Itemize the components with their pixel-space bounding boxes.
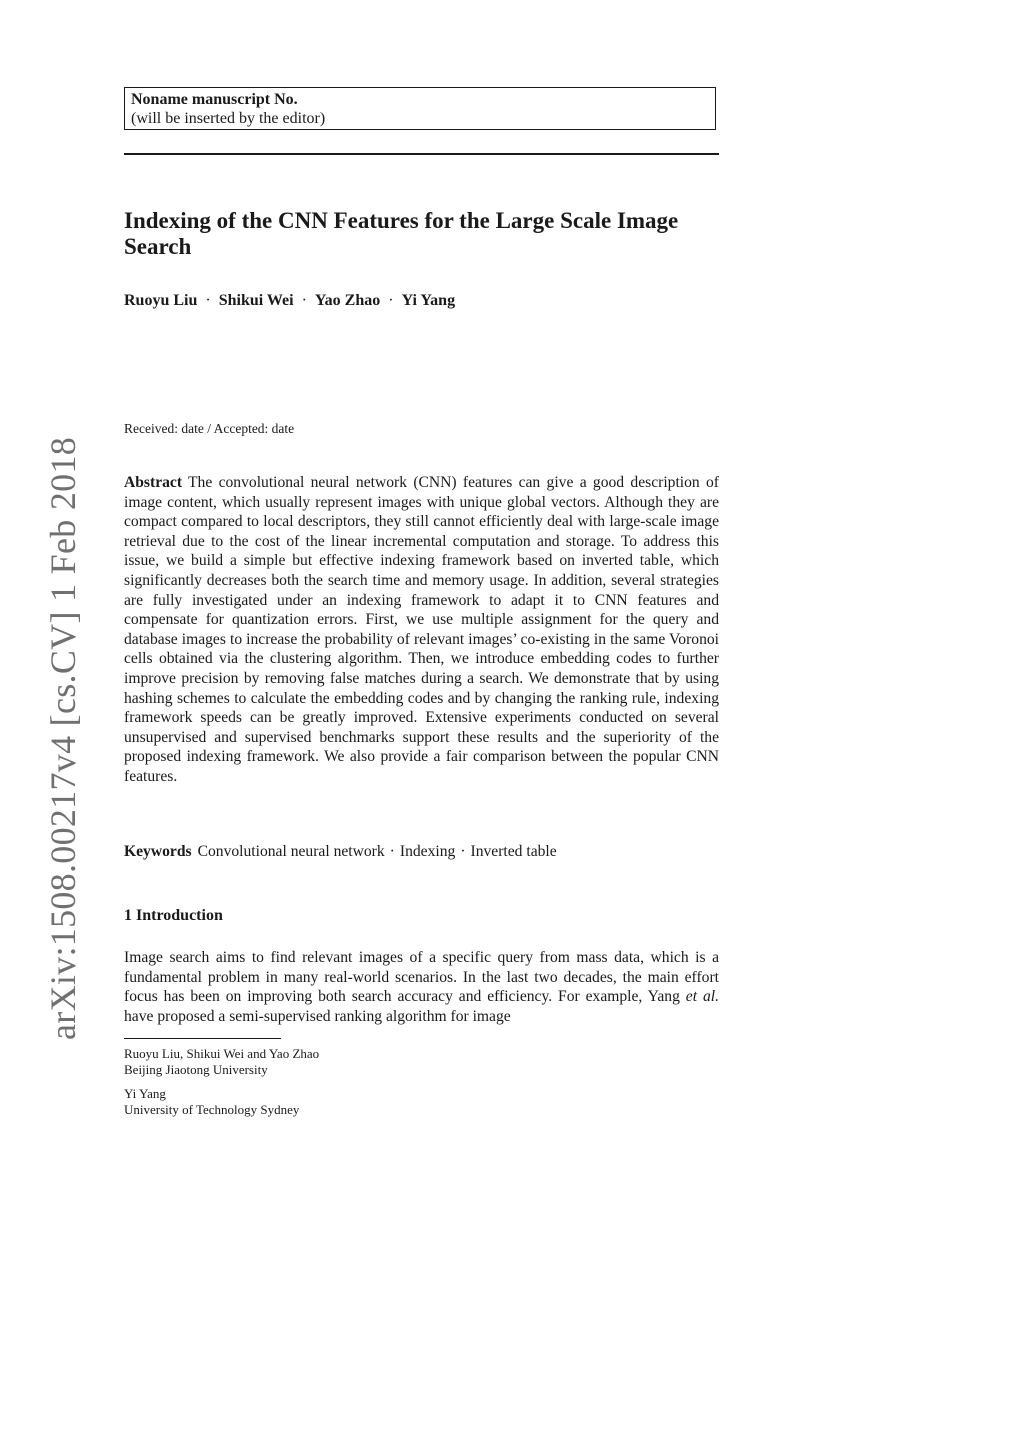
keyword-item: Indexing xyxy=(399,843,456,860)
affiliation-block xyxy=(124,1086,524,1118)
author-separator: · xyxy=(301,292,307,309)
keywords xyxy=(124,842,719,862)
introduction-emphasis: et al. xyxy=(685,988,719,1006)
editor-box-subtitle: (will be inserted by the editor) xyxy=(131,110,326,127)
abstract xyxy=(124,473,719,787)
introduction-text: Image search aims to find relevant images of a specific query from mass data, which is a fundamental problem in many real-world scenarios. In the last two decades, the main effort focus has been on improving both search accuracy and efficiency. For example, Yang xyxy=(124,949,719,1006)
affiliation-authors: Ruoyu Liu, Shikui Wei and Yao Zhao xyxy=(124,1046,320,1061)
header-rule xyxy=(124,153,719,155)
arxiv-side-stamp: arXiv:1508.00217v4 [cs.CV] 1 Feb 2018 xyxy=(43,436,83,1040)
author-name: Yi Yang xyxy=(401,292,456,309)
editor-box-title: Noname manuscript No. xyxy=(131,91,298,108)
section-heading-introduction: 1 Introduction xyxy=(124,907,223,924)
author-name: Ruoyu Liu xyxy=(124,292,198,309)
affiliation-authors: Yi Yang xyxy=(124,1086,166,1101)
introduction-paragraph xyxy=(124,948,719,1026)
affiliation-institution: University of Technology Sydney xyxy=(124,1102,300,1117)
author-name: Shikui Wei xyxy=(218,292,294,309)
footnote-rule xyxy=(124,1038,281,1039)
abstract-text: The convolutional neural network (CNN) features can give a good description of image content, which usually represent images with unique global vectors. Although they are compact compared to local descriptors, they still cannot efficiently deal with large-scale image retrieval due to the cost of the linear incremental computation and storage. To address this issue, we build a simple but effective indexing framework based on inverted table, which significantly decreases both the search time and memory usage. In addition, several strategies are fully investigated under an indexing framework to adapt it to CNN features and compensate for quantization errors. First, we use multiple assignment for the query and database images to increase the probability of relevant images’ co-existing in the same Voronoi cells obtained via the clustering algorithm. Then, we introduce embedding codes to further improve precision by removing false matches during a search. We demonstrate that by using hashing schemes to calculate the embedding codes and by changing the ranking rule, indexing framework speeds can be greatly improved. Extensive experiments conducted on several unsupervised and supervised benchmarks support these results and the superiority of the proposed indexing framework. We also provide a fair comparison between the popular CNN features. xyxy=(124,474,719,785)
keywords-label: Keywords xyxy=(124,843,192,860)
author-name: Yao Zhao xyxy=(314,292,381,309)
introduction-text-continued: have proposed a semi-supervised ranking algorithm for image xyxy=(124,1007,511,1025)
author-separator: · xyxy=(388,292,394,309)
received-date: Received: date / Accepted: date xyxy=(124,421,295,436)
paper-title: Indexing of the CNN Features for the Large Scale Image Search xyxy=(124,208,679,259)
keyword-item: Inverted table xyxy=(470,843,557,860)
abstract-label: Abstract xyxy=(124,474,183,491)
keyword-item: Convolutional neural network xyxy=(197,843,385,860)
author-separator: · xyxy=(205,292,211,309)
keyword-separator: · xyxy=(389,843,395,860)
keyword-separator: · xyxy=(460,843,466,860)
affiliation-block xyxy=(124,1046,524,1078)
editor-box xyxy=(124,87,716,130)
author-list xyxy=(124,291,524,311)
affiliation-institution: Beijing Jiaotong University xyxy=(124,1062,268,1077)
